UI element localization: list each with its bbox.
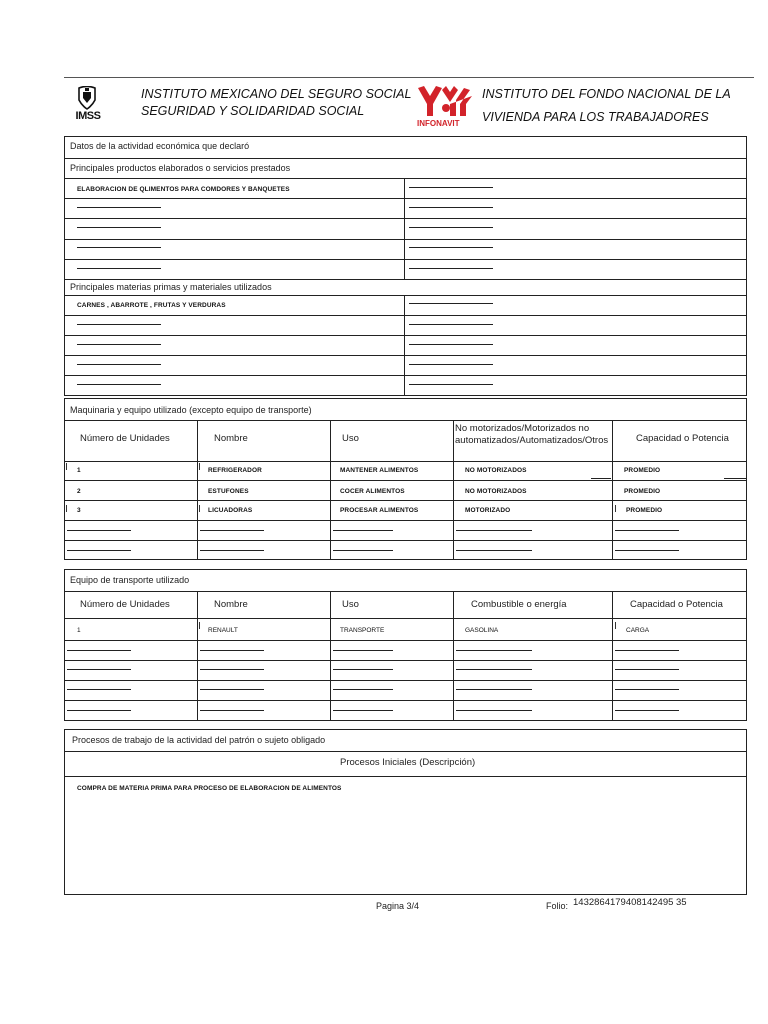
header-right-line1: INSTITUTO DEL FONDO NACIONAL DE LA: [482, 87, 731, 101]
processes-text: COMPRA DE MATERIA PRIMA PARA PROCESO DE ELABORACION DE ALIMENTOS: [77, 785, 342, 792]
divider: [67, 550, 131, 551]
divider: [615, 689, 679, 690]
divider: [615, 669, 679, 670]
divider: [64, 540, 747, 541]
divider: [615, 530, 679, 531]
mach-row2-type: NO MOTORIZADOS: [465, 488, 527, 495]
divider: [77, 344, 161, 345]
mach-row3-type: MOTORIZADO: [465, 507, 511, 514]
divider: [64, 295, 747, 296]
machinery-title: Maquinaria y equipo utilizado (excepto equipo de transporte): [70, 405, 312, 415]
trans-row1-capacity: CARGA: [626, 627, 650, 634]
divider: [64, 480, 747, 481]
transport-title: Equipo de transporte utilizado: [70, 575, 190, 585]
divider: [64, 198, 747, 199]
divider: [66, 463, 67, 470]
mach-row3-name: LICUADORAS: [208, 507, 253, 514]
mach-col-units: Número de Unidades: [80, 433, 170, 444]
divider: [64, 776, 747, 777]
page-number: Pagina 3/4: [376, 901, 420, 911]
processes-title: Procesos de trabajo de la actividad del patrón o sujeto obligado: [72, 735, 326, 745]
divider: [67, 710, 131, 711]
divider: [64, 420, 747, 421]
divider: [64, 158, 747, 159]
mach-col-name: Nombre: [214, 433, 248, 444]
mach-row3-capacity: PROMEDIO: [626, 507, 663, 514]
mach-row1-name: REFRIGERADOR: [208, 467, 262, 474]
divider: [64, 660, 747, 661]
trans-row1-name: RENAULT: [208, 627, 238, 634]
mach-row2-use: COCER ALIMENTOS: [340, 488, 405, 495]
divider: [404, 295, 405, 396]
trans-col-name: Nombre: [214, 599, 248, 610]
products-label: Principales productos elaborados o servicios prestados: [70, 163, 291, 173]
divider: [200, 530, 264, 531]
divider: [200, 650, 264, 651]
divider: [456, 530, 532, 531]
divider: [64, 680, 747, 681]
divider: [409, 344, 493, 345]
divider: [77, 268, 161, 269]
divider: [64, 500, 747, 501]
divider: [333, 550, 393, 551]
divider: [67, 530, 131, 531]
infonavit-house-icon: [416, 82, 474, 128]
divider: [67, 689, 131, 690]
divider: [409, 247, 493, 248]
trans-row1-use: TRANSPORTE: [340, 627, 385, 634]
mach-row1-units: 1: [77, 467, 81, 474]
divider: [64, 640, 747, 641]
material-1: CARNES , ABARROTE , FRUTAS Y VERDURAS: [77, 302, 226, 309]
divider: [77, 207, 161, 208]
divider: [64, 279, 747, 280]
divider: [333, 650, 393, 651]
header-left-line2: SEGURIDAD Y SOLIDARIDAD SOCIAL: [141, 104, 365, 118]
divider: [66, 505, 67, 512]
imss-eagle-icon: [76, 86, 98, 110]
divider: [199, 463, 200, 470]
divider: [199, 622, 200, 629]
divider: [67, 669, 131, 670]
product-1: ELABORACION DE QLIMENTOS PARA COMDORES Y BANQUETES: [77, 186, 290, 193]
divider: [64, 239, 747, 240]
divider: [612, 420, 613, 560]
trans-col-units: Número de Unidades: [80, 599, 170, 610]
divider: [409, 364, 493, 365]
divider: [200, 710, 264, 711]
divider: [67, 650, 131, 651]
divider: [64, 751, 747, 752]
divider: [409, 268, 493, 269]
mach-row3-units: 3: [77, 507, 81, 514]
mach-col-type-line2: automatizados/Automatizados/Otros: [455, 435, 609, 446]
processes-section: [64, 729, 747, 895]
mach-row1-type: NO MOTORIZADOS: [465, 467, 527, 474]
trans-col-capacity: Capacidad o Potencia: [630, 599, 723, 610]
divider: [612, 591, 613, 721]
divider: [64, 461, 747, 462]
header-right-line2: VIVIENDA PARA LOS TRABAJADORES: [482, 110, 709, 124]
folio-label: Folio:: [546, 901, 569, 911]
divider: [77, 364, 161, 365]
divider: [409, 207, 493, 208]
trans-row1-fuel: GASOLINA: [465, 627, 499, 634]
divider: [453, 420, 454, 560]
divider: [409, 187, 493, 188]
header-rule: [64, 77, 754, 78]
divider: [591, 478, 611, 479]
infonavit-logo-text: INFONAVIT: [417, 119, 460, 128]
folio-value: 1432864179408142495 35: [573, 897, 687, 908]
mach-row3-use: PROCESAR ALIMENTOS: [340, 507, 419, 514]
mach-row1-use: MANTENER ALIMENTOS: [340, 467, 419, 474]
divider: [409, 303, 493, 304]
divider: [200, 689, 264, 690]
mach-col-use: Uso: [342, 433, 359, 444]
divider: [64, 315, 747, 316]
divider: [409, 384, 493, 385]
divider: [615, 505, 616, 512]
divider: [333, 669, 393, 670]
materials-label: Principales materias primas y materiales utilizados: [70, 282, 272, 292]
divider: [64, 700, 747, 701]
divider: [330, 420, 331, 560]
infonavit-logo: [416, 82, 474, 128]
divider: [330, 591, 331, 721]
divider: [64, 335, 747, 336]
divider: [404, 178, 405, 279]
divider: [77, 227, 161, 228]
divider: [64, 591, 747, 592]
machinery-section: [64, 398, 747, 560]
divider: [456, 650, 532, 651]
divider: [409, 324, 493, 325]
divider: [456, 689, 532, 690]
divider: [77, 247, 161, 248]
imss-logo-text: IMSS: [75, 110, 101, 122]
mach-col-type-line1: No motorizados/Motorizados no: [455, 423, 590, 434]
divider: [333, 710, 393, 711]
divider: [615, 622, 616, 629]
processes-subtitle: Procesos Iniciales (Descripción): [340, 757, 476, 768]
divider: [333, 530, 393, 531]
mach-col-capacity: Capacidad o Potencia: [636, 433, 729, 444]
divider: [199, 505, 200, 512]
divider: [64, 178, 747, 179]
divider: [64, 618, 747, 619]
divider: [453, 591, 454, 721]
divider: [197, 420, 198, 560]
divider: [197, 591, 198, 721]
divider: [724, 478, 746, 479]
divider: [64, 259, 747, 260]
divider: [333, 689, 393, 690]
divider: [64, 355, 747, 356]
header-left-line1: INSTITUTO MEXICANO DEL SEGURO SOCIAL: [141, 87, 412, 101]
divider: [200, 669, 264, 670]
imss-logo: [70, 86, 106, 128]
divider: [615, 710, 679, 711]
divider: [615, 650, 679, 651]
trans-col-use: Uso: [342, 599, 359, 610]
divider: [64, 218, 747, 219]
divider: [409, 227, 493, 228]
divider: [64, 520, 747, 521]
trans-row1-units: 1: [77, 627, 81, 634]
divider: [64, 375, 747, 376]
mach-row2-name: ESTUFONES: [208, 488, 249, 495]
mach-row1-capacity: PROMEDIO: [624, 467, 661, 474]
divider: [77, 384, 161, 385]
divider: [615, 550, 679, 551]
divider: [77, 324, 161, 325]
activity-section: [64, 136, 747, 396]
divider: [456, 550, 532, 551]
activity-title: Datos de la actividad económica que declaró: [70, 141, 250, 151]
divider: [456, 669, 532, 670]
mach-row2-capacity: PROMEDIO: [624, 488, 661, 495]
mach-row2-units: 2: [77, 488, 81, 495]
divider: [200, 550, 264, 551]
divider: [456, 710, 532, 711]
trans-col-fuel: Combustible o energía: [471, 599, 567, 610]
